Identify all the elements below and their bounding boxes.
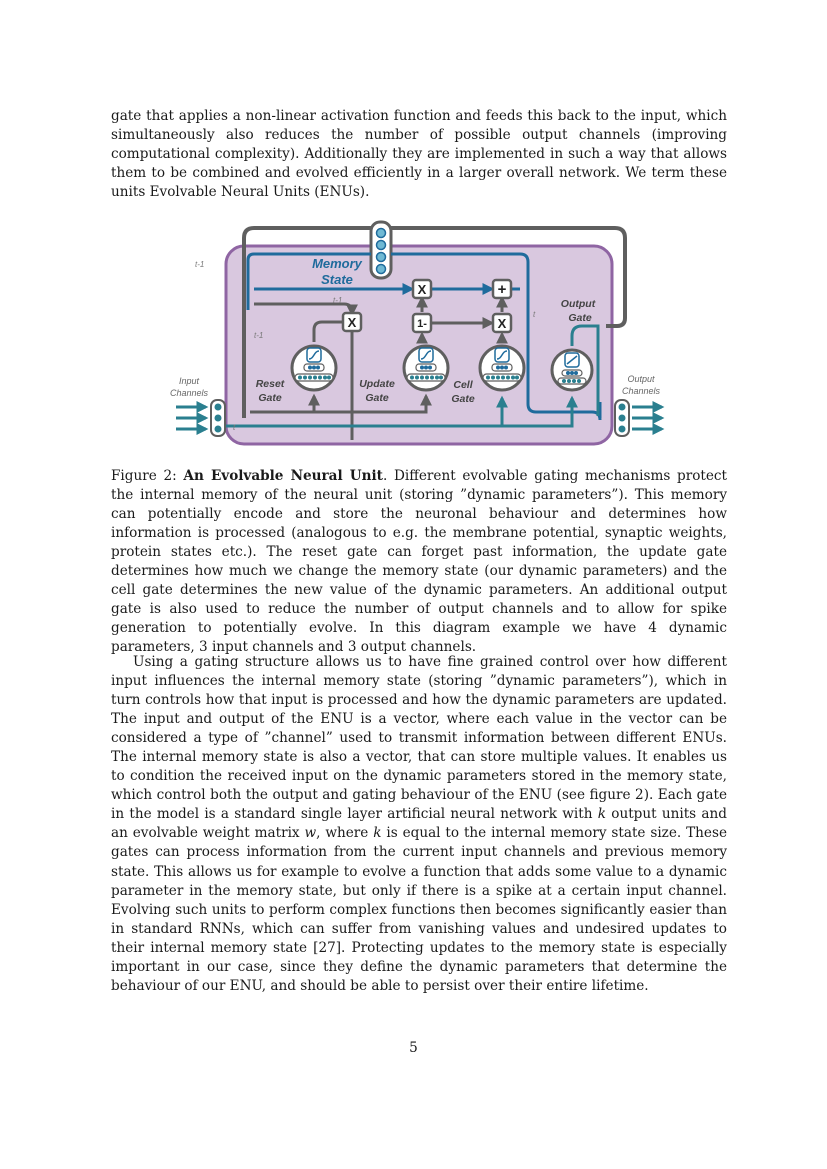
output-channels-label: Output: [627, 374, 655, 384]
caption-title: An Evolvable Neural Unit: [183, 468, 383, 484]
svg-text:X: X: [347, 315, 357, 330]
reset-gate-label: Gate: [258, 392, 282, 404]
paragraph-text: , where: [316, 825, 374, 842]
paragraph-text: is equal to the internal memory state size. These gates can process information from the current input channels and previous memory state. This allows us for example to evolve a function that adds some value to a dynamic parameter in the memory state, but only if there is a spike at a certain input channel. Evolving such units to perform complex functions then becomes significantly easier than in standard RNNs, which can suffer from vanishing values and undesired updates to their internal memory state [27]. Protecting updates to the memory state is especially important in our case, since they define the dynamic parameters that determine the behaviour of our ENU, and should be able to persist over their entire lifetime.: [111, 825, 727, 994]
math-var: k: [597, 806, 606, 823]
memory-state-label: State: [321, 272, 353, 287]
cell-gate-label: Cell: [453, 379, 473, 391]
caption-label: Figure 2:: [111, 468, 177, 484]
svg-text:X: X: [497, 316, 507, 331]
input-channels-label: Input: [178, 376, 200, 386]
svg-text:X: X: [417, 282, 427, 297]
multiply-op-update: [413, 280, 431, 298]
memory-state-label: Memory: [312, 256, 362, 271]
paragraph-body: [111, 653, 727, 996]
one-minus-op: [413, 314, 431, 332]
multiply-op-cell: [493, 314, 511, 332]
paragraph-intro: gate that applies a non-linear activation function and feeds this back to the input, which simultaneously also reduces the number of possible output channels (improving computational complexity). Additionally they are implemented in such a way that allows them to be combined and evolved efficiently in a larger overall network. We term these units Evolvable Neural Units (ENUs).: [111, 108, 727, 201]
multiply-op-reset: [343, 313, 361, 331]
page-number: 5: [409, 1040, 418, 1056]
input-channels-label: Channels: [169, 388, 209, 398]
unit-body: [226, 246, 612, 444]
update-gate-icon: [404, 346, 448, 390]
output-channels-label: Channels: [621, 386, 661, 396]
time-label: t-1: [195, 260, 205, 269]
enu-figure: [162, 218, 674, 456]
svg-text:1-: 1-: [417, 318, 427, 330]
paragraph-text: Using a gating structure allows us to have fine grained control over how different input influences the internal memory state (storing ”dynamic parameters”), which in turn controls how that input is processed and how the dynamic parameters are updated. The input and output of the ENU is a vector, where each value in the vector can be considered a type of ”channel” used to transmit information between different ENUs. The internal memory state is also a vector, that can store multiple values. It enables us to condition the received input on the dynamic parameters stored in the memory state, which control both the output and gating behaviour of the ENU (see figure 2). Each gate in the model is a standard single layer artificial neural network with: [111, 654, 727, 823]
cell-gate-label: Gate: [451, 393, 475, 405]
time-label: t: [533, 310, 536, 319]
output-gate-label: Gate: [568, 312, 592, 324]
update-gate-label: Update: [359, 378, 395, 390]
cell-gate-icon: [480, 346, 524, 390]
paragraph-text: output units and an evolvable weight matrix: [111, 806, 727, 842]
time-label: t-1: [333, 296, 343, 305]
output-gate-label: Output: [560, 298, 596, 310]
math-var: k: [373, 825, 382, 842]
svg-text:+: +: [497, 281, 507, 298]
caption-text: . Different evolvable gating mechanisms protect the internal memory of the neural unit (storing ”dynamic parameters”). This memory can potentially encode and store the neuronal behaviour and determines how information is processed (analogous to e.g. the membrane potential, synaptic weights, protein states etc.). The reset gate can forget past information, the update gate determines how much we change the memory state (our dynamic parameters) and the cell gate determines the new value of the dynamic parameters. An additional output gate is also used to reduce the number of output channels and to allow for spike generation to potentially evolve. In this diagram example we have 4 dynamic parameters, 3 input channels and 3 output channels.: [111, 468, 727, 656]
add-op: [493, 280, 511, 298]
reset-gate-icon: [292, 346, 336, 390]
figure-caption: [111, 467, 727, 657]
update-gate-label: Gate: [365, 392, 389, 404]
time-label: t: [233, 423, 236, 432]
time-label: t-1: [254, 331, 264, 340]
reset-gate-label: Reset: [255, 378, 285, 390]
math-var: w: [304, 825, 317, 842]
output-gate-icon: [552, 350, 592, 390]
